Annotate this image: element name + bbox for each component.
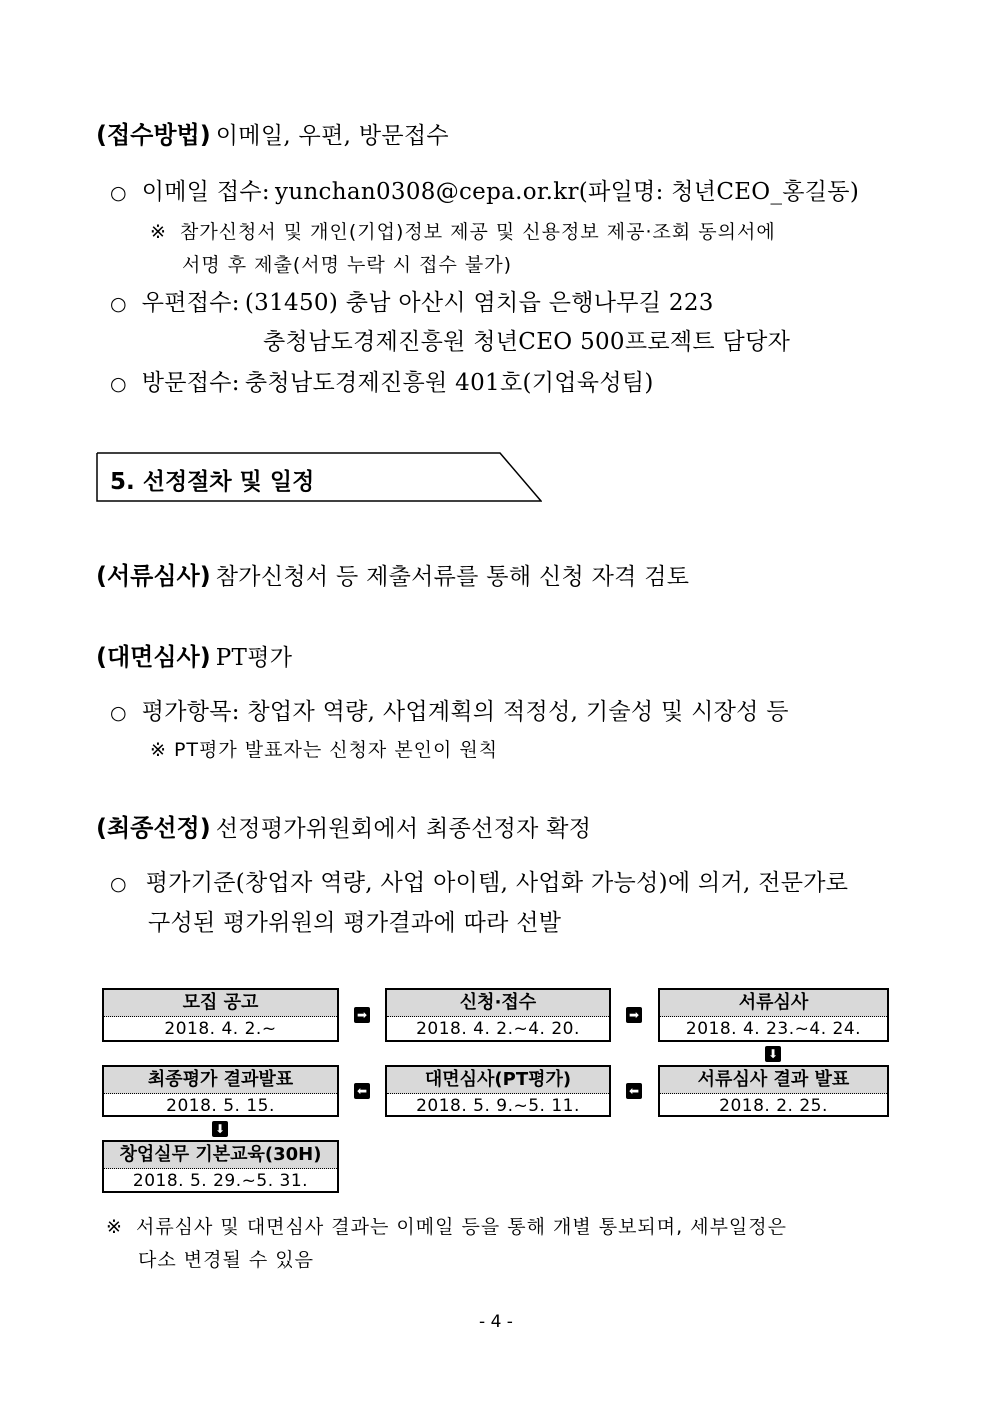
flow-step-date: 2018. 2. 25. <box>719 1096 828 1116</box>
bullet-circle: ○ <box>110 373 127 395</box>
arrow-right-icon: ➡ <box>354 1007 370 1023</box>
flow-step-title: 최종평가 결과발표 <box>104 1067 337 1094</box>
flow-step-title: 서류심사 결과 발표 <box>660 1067 887 1094</box>
note-mark: ※ <box>150 221 167 243</box>
bullet-circle: ○ <box>110 873 127 895</box>
arrow-down-icon: ⬇ <box>765 1046 781 1062</box>
arrow-left-icon: ⬅ <box>626 1083 642 1099</box>
interview-text: PT평가 <box>215 645 293 671</box>
flow-step-final-announcement <box>102 1065 339 1117</box>
receipt-methods: 이메일, 우편, 방문접수 <box>215 123 449 149</box>
interview-line <box>96 637 292 672</box>
flow-step-title: 모집 공고 <box>104 990 337 1017</box>
final-selection-line <box>96 808 591 843</box>
page-number: - 4 - <box>479 1312 513 1332</box>
flow-step-application <box>385 988 611 1042</box>
flow-step-date: 2018. 5. 29.~5. 31. <box>132 1171 309 1191</box>
final-selection-heading: (최종선정) <box>96 814 211 842</box>
flow-step-title: 서류심사 <box>660 990 887 1017</box>
post-address: (31450) 충남 아산시 염치읍 은행나무길 223 <box>244 290 714 316</box>
final-criteria-line-1 <box>110 864 848 897</box>
email-note-line-2: 서명 후 제출(서명 누락 시 접수 불가) <box>182 254 513 276</box>
final-selection-text: 선정평가위원회에서 최종선정자 확정 <box>215 816 592 842</box>
visit-receipt-text: 충청남도경제진흥원 401호(기업육성팀) <box>244 370 654 396</box>
flow-step-document-result <box>658 1065 889 1117</box>
final-criteria-text-1: 평가기준(창업자 역량, 사업 아이템, 사업화 가능성)에 의거, 전문가로 <box>145 870 849 896</box>
post-recipient: 충청남도경제진흥원 청년CEO 500프로젝트 담당자 <box>263 329 791 355</box>
flow-step-document-review <box>658 988 889 1042</box>
flow-step-date: 2018. 4. 23.~4. 24. <box>685 1019 862 1039</box>
email-note-text-1: 참가신청서 및 개인(기업)정보 제공 및 신용정보 제공·조회 동의서에 <box>179 221 776 243</box>
flow-step-date: 2018. 4. 2.~4. 20. <box>416 1019 580 1039</box>
interview-criteria-line <box>110 693 789 726</box>
visit-receipt-line <box>110 364 654 397</box>
footer-note-text-2: 다소 변경될 수 있음 <box>138 1249 314 1271</box>
arrow-down-icon: ⬇ <box>212 1121 228 1137</box>
final-criteria-text-2: 구성된 평가위원의 평가결과에 따라 선발 <box>148 910 562 936</box>
flow-step-education <box>102 1140 339 1193</box>
receipt-heading-line <box>96 115 449 150</box>
document-review-line <box>96 556 689 591</box>
email-note-line-1 <box>150 217 776 244</box>
flow-step-date: 2018. 4. 2.~ <box>164 1019 277 1039</box>
flow-step-date: 2018. 5. 15. <box>166 1096 275 1116</box>
flow-step-title: 신청·접수 <box>387 990 609 1017</box>
post-receipt-label: 우편접수: <box>141 290 240 316</box>
footer-note-text-1: 서류심사 및 대면심사 결과는 이메일 등을 통해 개별 통보되며, 세부일정은 <box>135 1216 787 1238</box>
flow-step-interview <box>385 1065 611 1117</box>
document-review-heading: (서류심사) <box>96 562 211 590</box>
footer-note-line-1 <box>106 1212 787 1239</box>
interview-heading: (대면심사) <box>96 643 211 671</box>
bullet-circle: ○ <box>110 182 127 204</box>
section-header-box <box>96 452 542 502</box>
post-receipt-line <box>110 284 714 317</box>
receipt-heading: (접수방법) <box>96 121 211 149</box>
document-review-text: 참가신청서 등 제출서류를 통해 신청 자격 검토 <box>215 564 690 590</box>
bullet-circle: ○ <box>110 702 127 724</box>
email-receipt-label: 이메일 접수: <box>141 179 270 205</box>
flow-step-title: 창업실무 기본교육(30H) <box>104 1142 337 1169</box>
interview-criteria: 평가항목: 창업자 역량, 사업계획의 적정성, 기술성 및 시장성 등 <box>141 699 789 725</box>
bullet-circle: ○ <box>110 293 127 315</box>
note-mark: ※ <box>106 1216 123 1238</box>
arrow-left-icon: ⬅ <box>354 1083 370 1099</box>
flow-step-date: 2018. 5. 9.~5. 11. <box>416 1096 580 1116</box>
email-receipt-line <box>110 173 859 206</box>
interview-note: ※ PT평가 발표자는 신청자 본인이 원칙 <box>150 739 499 761</box>
flow-step-recruit <box>102 988 339 1042</box>
arrow-right-icon: ➡ <box>626 1007 642 1023</box>
visit-receipt-label: 방문접수: <box>141 370 240 396</box>
section-title: 5. 선정절차 및 일정 <box>110 469 315 495</box>
email-receipt-text: yunchan0308@cepa.or.kr(파일명: 청년CEO_홍길동) <box>275 179 860 205</box>
flow-step-title: 대면심사(PT평가) <box>387 1067 609 1094</box>
